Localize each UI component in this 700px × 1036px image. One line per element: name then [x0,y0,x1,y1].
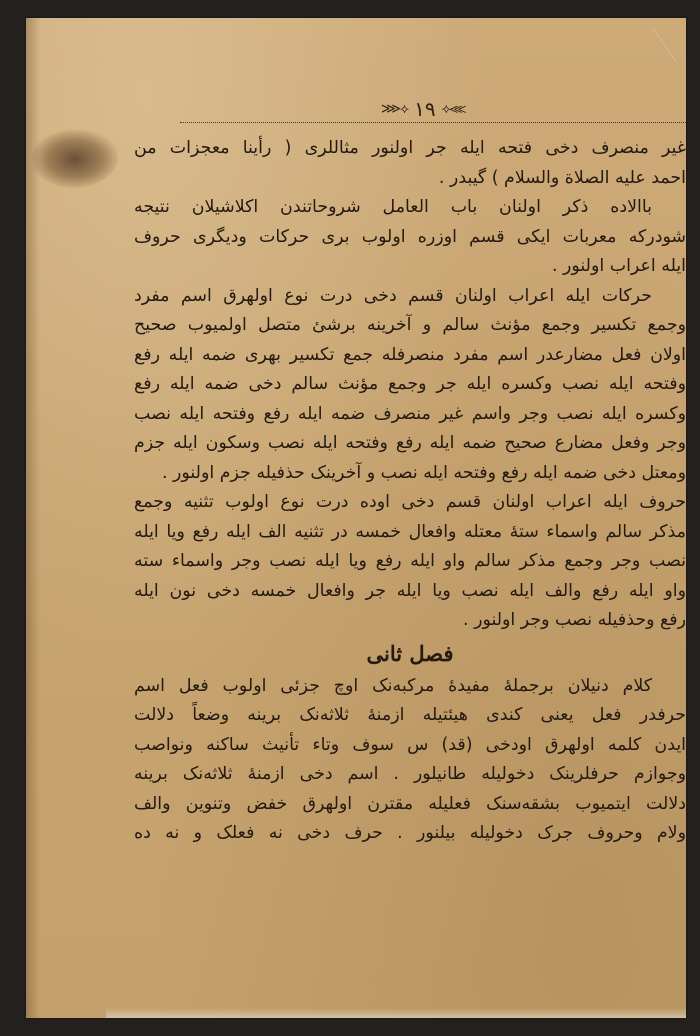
text-line: وجوازم حرفلرینک دخولیله طانیلور . اسم دخی ازمنهٔ ثلاثه‌نک برینه [134,764,686,784]
page-number-group [368,98,478,120]
ink-stain [32,130,118,188]
text-line: ایله اعراب اولنور . [551,256,686,276]
text-line: غیر منصرف دخی فتحه ایله جر اولنور مثاللری ( رأینا معجزات من [134,138,686,158]
text-line: حرکات ایله اعراب اولنان قسم دخی درت نوع اولهرق اسم مفرد [134,285,652,306]
ornament-right-icon: ⟡⋘ [441,101,466,117]
text-line: شودرکه معربات ایکی قسم اوزره اولوب بری حرکات ودیگری حروف [134,226,686,247]
text-line: رفع وحذفیله نصب وجر اولنور . [463,610,686,630]
text-line: ولام وحروف جرک دخولیله بیلنور . حرف دخی نه فعلک و نه ده [134,823,686,843]
section-title: فصل ثانی [366,640,454,666]
body-text [134,134,686,849]
ornament-left-icon: ⋙⟡ [380,101,409,117]
page-header [180,96,686,128]
loose-thread [652,18,686,61]
header-rule [180,122,686,123]
text-line: حرفدر فعل یعنی کندی هیئتیله ازمنهٔ ثلاثه‌نک برینه وضعاً دلالت [134,705,686,725]
text-line: ایدن کلمه اولهرق اودخی (قد) س سوف وتاء تأنیث ساکنه ونواصب [134,734,686,755]
text-line: نصب وجر وجمع مذکر سالم واو ایله رفع ویا ایله نصب وجر واسماء سته [134,551,686,571]
page-number: ١٩ [414,97,436,121]
text-line: ومعتل دخی ضمه ایله رفع وفتحه ایله نصب و آخرینک حذفیله جزم اولنور . [161,462,686,483]
book-page [26,18,686,1018]
text-line: مذکر سالم واسماء ستهٔ معتله وافعال خمسه در تثنیه الف ایله رفع ویا ایله [134,521,686,542]
text-line: دلالت ایتمیوب بشقه‌سنک فعلیله مقترن اولهرق خفض وتنوین والف [134,793,686,814]
text-line: واو ایله رفع والف ایله نصب ویا ایله جر وافعال خمسه دخی نون ایله [134,580,686,601]
text-line: اولان فعل مضارعدر اسم مفرد منصرفله جمع تکسیر بهری ضمه ایله رفع [134,344,686,365]
text-line: حروف ایله اعراب اولنان قسم دخی اوده درت نوع اولوب تثنیه وجمع [134,492,686,512]
text-line: وفتحه ایله نصب وکسره ایله جر وجمع مؤنث سالم دخی ضمه ایله رفع [134,374,686,394]
text-line: وکسره ایله نصب وجر واسم غیر منصرف ضمه ایله رفع وفتحه ایله نصب [134,403,686,424]
text-line: وجر وفعل مضارع صحیح ضمه ایله رفع وفتحه ایله نصب وسکون ایله جزم [134,433,686,453]
text-line: احمد علیه الصلاة والسلام ) گیبدر . [438,167,686,188]
page-bottom-edge [106,1008,686,1018]
text-line: باالاده ذکر اولنان باب العامل شروحاتندن اکلاشیلان نتیجه [134,197,652,217]
text-line: کلام دنیلان برجملهٔ مفیدهٔ مرکبه‌نک اوچ جزئی اولوب فعل اسم [134,675,652,696]
text-line: وجمع تکسیر وجمع مؤنث سالم و آخرینه برشئ متصل اولمیوب صحیح [134,315,686,335]
